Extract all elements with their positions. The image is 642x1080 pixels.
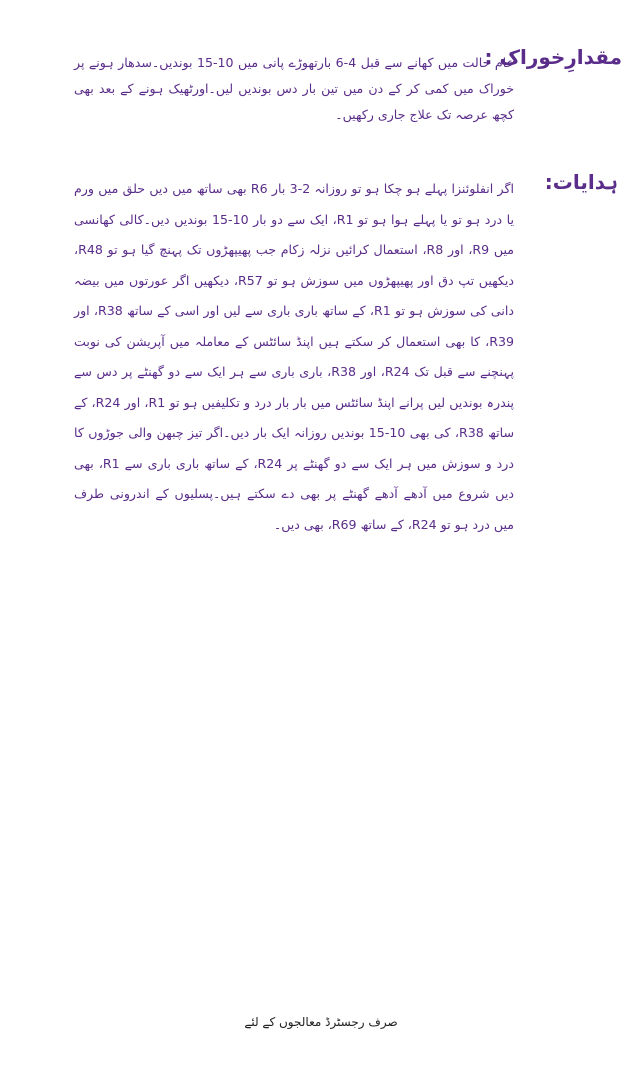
footer-note: صرف رجسٹرڈ معالجوں کے لئے bbox=[244, 1015, 398, 1029]
directions-heading: ہدایات: bbox=[544, 170, 618, 194]
directions-paragraph: اگر انفلوئنزا پہلے ہو چکا ہو تو روزانہ 2-3 بار R6 بھی ساتھ میں دیں حلق میں ورم یا درد ہو تو یا پہلے ہوا ہو تو R1، ایک سے دو بار 10-15 بوندیں دیں۔کالی کھانسی میں R9، اور R8، استعمال کرائیں نزلہ زکام جب پھیپھڑوں تک پہنچ گیا ہو تو R48، دیکھیں تپ دق اور پھیپھڑوں میں سوزش ہو تو R57، دیکھیں اگر عورتوں میں بیضہ دانی کی سوزش ہو تو R1، کے ساتھ باری باری سے لیں اور اسی کے ساتھ R38، اور R39، کا بھی استعمال کر سکتے ہیں اپنڈ سائٹس کے معاملہ میں آپریشن کی نوبت پہنچنے سے قبل تک R24، اور R38، باری باری سے ہر ایک سے دو گھنٹے پر دس سے پندرہ بوندیں لیں پرانے اپنڈ سائٹس میں بار بار درد و تکلیفیں ہو تو R1، اور R24، کے ساتھ R38، کی بھی 10-15 بوندیں روزانہ ایک بار دیں۔اگر تیز چبھن والی جوڑوں کا درد و سوزش میں ہر ایک سے دو گھنٹے پر R24، کے ساتھ باری باری سے R1، بھی دیں شروع میں آدھے آدھے گھنٹے پر بھی دے سکتے ہیں۔پسلیوں کے اندرونی طرف میں درد ہو تو R24، کے ساتھ R69، بھی دیں۔ bbox=[74, 181, 515, 532]
dosage-paragraph: عام حالت میں کھانے سے قبل 4-6 بارتھوڑے پانی میں 10-15 بوندیں۔سدھار ہونے پر خوراک میں کمی کر کے دن میں تین بار دس بوندیں لیں۔اورٹھیک ہونے کے بعد بھی کچھ عرصہ تک علاج جاری رکھیں۔ bbox=[74, 55, 514, 122]
dosage-heading: مقدارِخوراک : bbox=[484, 45, 622, 69]
